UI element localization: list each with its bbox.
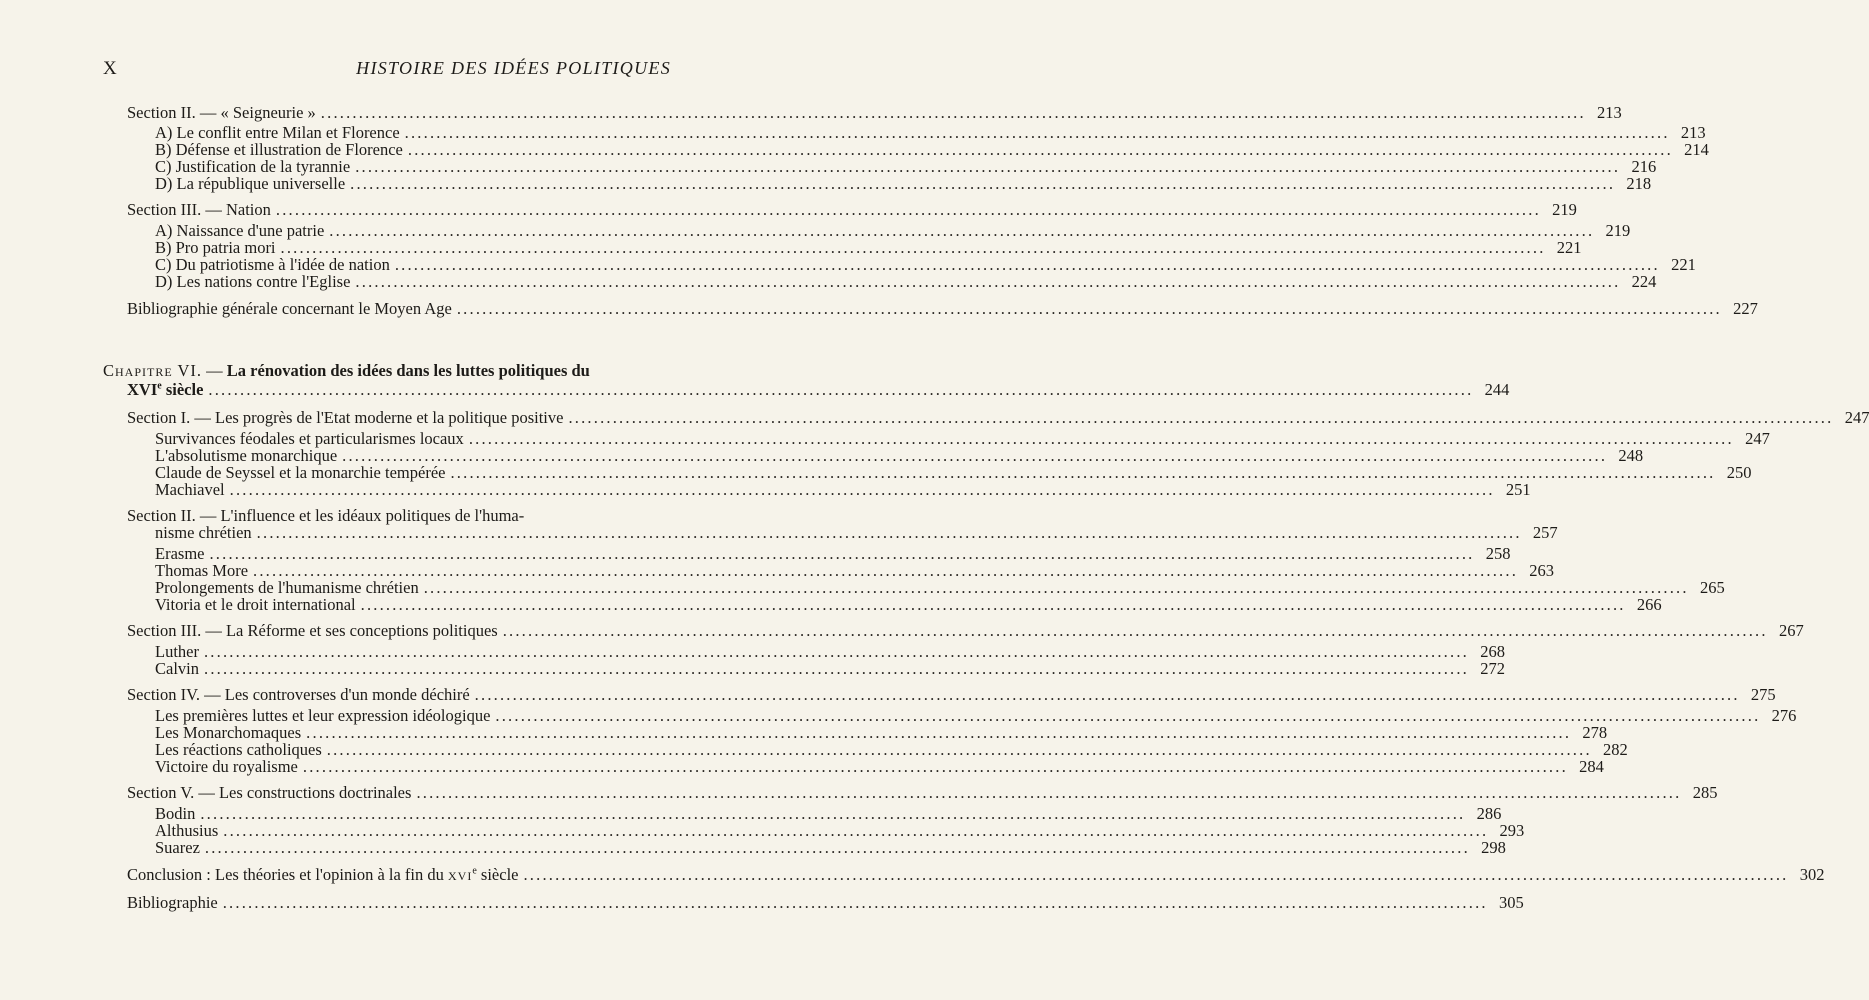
- toc-entry-title: [127, 866, 518, 884]
- toc-entry-page: 286: [1476, 804, 1502, 823]
- toc-entry-page: 282: [1603, 740, 1628, 759]
- toc-entry-page: 213: [1597, 103, 1622, 122]
- chapter-6-heading: [103, 362, 590, 380]
- toc-entry-ch6-s4-d: [155, 757, 1604, 776]
- toc-entry-title: L'absolutisme monarchique: [155, 446, 338, 465]
- dot-leader: ........................................................................................................................................................................................................: [320, 103, 1586, 122]
- toc-entry-page: 267: [1778, 621, 1804, 640]
- dot-leader: ........................................................................................................................................................................................................: [306, 723, 1572, 742]
- toc-entry-page: 251: [1505, 480, 1531, 499]
- toc-entry-title: Section IV. — Les controverses d'un monde déchiré: [127, 685, 470, 704]
- toc-entry-page: 266: [1636, 595, 1662, 614]
- dot-leader: ........................................................................................................................................................................................................: [256, 523, 1522, 542]
- toc-entry-title: Les réactions catholiques: [155, 740, 322, 759]
- dot-leader: ........................................................................................................................................................................................................: [456, 299, 1722, 318]
- dot-leader: ........................................................................................................................................................................................................: [342, 446, 1608, 465]
- toc-entry-title: Bodin: [155, 804, 196, 823]
- toc-entry-page: 216: [1631, 157, 1657, 176]
- dot-leader: ........................................................................................................................................................................................................: [360, 595, 1626, 614]
- dot-leader: ........................................................................................................................................................................................................: [474, 685, 1740, 704]
- dot-leader: ........................................................................................................................................................................................................: [523, 865, 1789, 884]
- chapter-title-sup: e: [157, 380, 162, 392]
- toc-entry-title: [127, 381, 203, 399]
- toc-entry-title: Victoire du royalisme: [155, 757, 298, 776]
- dot-leader: ........................................................................................................................................................................................................: [223, 821, 1489, 840]
- toc-entry-page: 244: [1484, 380, 1510, 399]
- chapter-title-century: XVI: [127, 380, 158, 399]
- toc-entry-title: Luther: [155, 642, 199, 661]
- dot-leader: ........................................................................................................................................................................................................: [355, 157, 1621, 176]
- toc-entry-ch6-section-2-line-1: Section II. — L'influence et les idéaux politiques de l'huma-: [127, 506, 525, 525]
- dot-leader: ........................................................................................................................................................................................................: [407, 140, 1673, 159]
- toc-entry-page: 248: [1618, 446, 1644, 465]
- toc-entry-page: 258: [1485, 544, 1511, 563]
- toc-entry-page: 305: [1498, 893, 1524, 912]
- toc-entry-page: 276: [1771, 706, 1797, 725]
- conclusion-title: Conclusion : Les théories et l'opinion à la fin du: [127, 865, 449, 884]
- dot-leader: ........................................................................................................................................................................................................: [468, 429, 1734, 448]
- dot-leader: ........................................................................................................................................................................................................: [495, 706, 1761, 725]
- dot-leader: ........................................................................................................................................................................................................: [280, 238, 1546, 257]
- toc-entry-title: Althusius: [155, 821, 219, 840]
- toc-entry-title: Section II. — « Seigneurie »: [127, 103, 316, 122]
- dot-leader: ........................................................................................................................................................................................................: [423, 578, 1689, 597]
- toc-entry-title: Bibliographie: [127, 893, 218, 912]
- dot-leader: ........................................................................................................................................................................................................: [394, 255, 1660, 274]
- toc-entry-bibliography-middle-ages: [127, 299, 1758, 318]
- toc-entry-section-3: [127, 200, 1577, 219]
- dot-leader: ........................................................................................................................................................................................................: [204, 838, 1470, 857]
- toc-entry-page: 227: [1733, 299, 1758, 318]
- dot-leader: ........................................................................................................................................................................................................: [329, 221, 1595, 240]
- toc-entry-page: 302: [1799, 865, 1825, 884]
- toc-entry-page: 221: [1556, 238, 1582, 257]
- toc-entry-title: Prolongements de l'humanisme chrétien: [155, 578, 419, 597]
- toc-entry-page: 257: [1532, 523, 1558, 542]
- toc-entry-ch6-section-5: [127, 783, 1718, 802]
- running-title: HISTOIRE DES IDÉES POLITIQUES: [356, 58, 671, 78]
- toc-entry-title: Les premières luttes et leur expression idéologique: [155, 706, 491, 725]
- dot-leader: ........................................................................................................................................................................................................: [200, 804, 1466, 823]
- toc-entry-title: Section V. — Les constructions doctrinales: [127, 783, 412, 802]
- toc-entry-conclusion: [127, 865, 1825, 884]
- toc-entry-title: Vitoria et le droit international: [155, 595, 356, 614]
- toc-entry-section-2-d: [155, 174, 1652, 193]
- toc-entry-page: 298: [1481, 838, 1506, 857]
- toc-entry-page: 278: [1582, 723, 1608, 742]
- toc-entry-title: Thomas More: [155, 561, 249, 580]
- dot-leader: ........................................................................................................................................................................................................: [326, 740, 1592, 759]
- dot-leader: ........................................................................................................................................................................................................: [350, 174, 1616, 193]
- toc-entry-bibliography: [127, 893, 1524, 912]
- dot-leader: ........................................................................................................................................................................................................: [416, 783, 1682, 802]
- dot-leader: ........................................................................................................................................................................................................: [355, 272, 1621, 291]
- toc-entry-section-3-d: [155, 272, 1657, 291]
- dot-leader: ........................................................................................................................................................................................................: [203, 642, 1469, 661]
- toc-entry-ch6-s1-d: [155, 480, 1531, 499]
- toc-entry-page: 285: [1692, 783, 1718, 802]
- toc-entry-ch6-section-2: [155, 523, 1558, 542]
- toc-entry-title: nisme chrétien: [155, 523, 252, 542]
- toc-entry-page: 263: [1529, 561, 1555, 580]
- toc-entry-page: 284: [1579, 757, 1604, 776]
- toc-entry-page: 218: [1626, 174, 1652, 193]
- toc-entry-title: C) Justification de la tyrannie: [155, 157, 351, 176]
- dot-leader: ........................................................................................................................................................................................................: [222, 893, 1488, 912]
- dot-leader: ........................................................................................................................................................................................................: [208, 380, 1474, 399]
- dot-leader: ........................................................................................................................................................................................................: [302, 757, 1568, 776]
- toc-entry-title: Claude de Seyssel et la monarchie tempérée: [155, 463, 446, 482]
- toc-entry-chapter-6: [127, 380, 1510, 399]
- toc-entry-ch6-s5-c: [155, 838, 1506, 857]
- dot-leader: ........................................................................................................................................................................................................: [253, 561, 1519, 580]
- dot-leader: ........................................................................................................................................................................................................: [502, 621, 1768, 640]
- dot-leader: ........................................................................................................................................................................................................: [450, 463, 1716, 482]
- chapter-dash: —: [206, 361, 223, 380]
- toc-entry-title: Survivances féodales et particularismes locaux: [155, 429, 464, 448]
- toc-entry-page: 275: [1750, 685, 1776, 704]
- chapter-label: Chapitre VI.: [103, 361, 203, 380]
- toc-entry-title: Section III. — Nation: [127, 200, 271, 219]
- toc-entry-page: 219: [1552, 200, 1577, 219]
- toc-entry-page: 272: [1480, 659, 1505, 678]
- toc-entry-title: A) Naissance d'une patrie: [155, 221, 325, 240]
- toc-entry-page: 221: [1671, 255, 1696, 274]
- toc-entry-title: Bibliographie générale concernant le Moyen Age: [127, 299, 452, 318]
- toc-entry-title: B) Pro patria mori: [155, 238, 276, 257]
- toc-entry-ch6-section-4: [127, 685, 1776, 704]
- toc-entry-page: 268: [1480, 642, 1505, 661]
- toc-entry-title: Section I. — Les progrès de l'Etat moderne et la politique positive: [127, 408, 564, 427]
- toc-entry-ch6-s3-b: [155, 659, 1505, 678]
- toc-entry-page: 247: [1844, 408, 1869, 427]
- toc-entry-page: 219: [1605, 221, 1631, 240]
- toc-entry-ch6-section-1: [127, 408, 1869, 427]
- toc-entry-title: D) La république universelle: [155, 174, 346, 193]
- toc-entry-ch6-s2-d: [155, 595, 1662, 614]
- toc-entry-title: Suarez: [155, 838, 200, 857]
- conclusion-sup: e: [472, 865, 477, 877]
- toc-entry-title: B) Défense et illustration de Florence: [155, 140, 403, 159]
- dot-leader: ........................................................................................................................................................................................................: [275, 200, 1541, 219]
- page-number: X: [103, 58, 117, 79]
- dot-leader: ........................................................................................................................................................................................................: [229, 480, 1495, 499]
- toc-entry-title: D) Les nations contre l'Eglise: [155, 272, 351, 291]
- toc-entry-title: Calvin: [155, 659, 199, 678]
- toc-entry-page: 214: [1684, 140, 1709, 159]
- dot-leader: ........................................................................................................................................................................................................: [209, 544, 1475, 563]
- toc-entry-page: 224: [1631, 272, 1657, 291]
- conclusion-title-end: siècle: [476, 865, 519, 884]
- conclusion-century: xvi: [448, 865, 473, 884]
- toc-entry-page: 250: [1726, 463, 1752, 482]
- toc-entry-title: Section III. — La Réforme et ses conceptions politiques: [127, 621, 498, 640]
- toc-entry-title: Erasme: [155, 544, 205, 563]
- toc-entry-page: 213: [1680, 123, 1706, 142]
- toc-entry-title: Les Monarchomaques: [155, 723, 302, 742]
- toc-entry-page: 247: [1745, 429, 1770, 448]
- dot-leader: ........................................................................................................................................................................................................: [204, 659, 1469, 678]
- chapter-title-line-2: siècle: [161, 380, 204, 399]
- toc-entry-title: A) Le conflit entre Milan et Florence: [155, 123, 400, 142]
- toc-entry-section-2: [127, 103, 1622, 122]
- dot-leader: ........................................................................................................................................................................................................: [404, 123, 1670, 142]
- dot-leader: ........................................................................................................................................................................................................: [568, 408, 1834, 427]
- toc-entry-ch6-section-3: [127, 621, 1804, 640]
- toc-entry-page: 265: [1699, 578, 1725, 597]
- toc-entry-title: Machiavel: [155, 480, 225, 499]
- chapter-title-line-1: La rénovation des idées dans les luttes politiques du: [226, 361, 590, 380]
- toc-entry-page: 293: [1499, 821, 1525, 840]
- toc-entry-title: C) Du patriotisme à l'idée de nation: [155, 255, 390, 274]
